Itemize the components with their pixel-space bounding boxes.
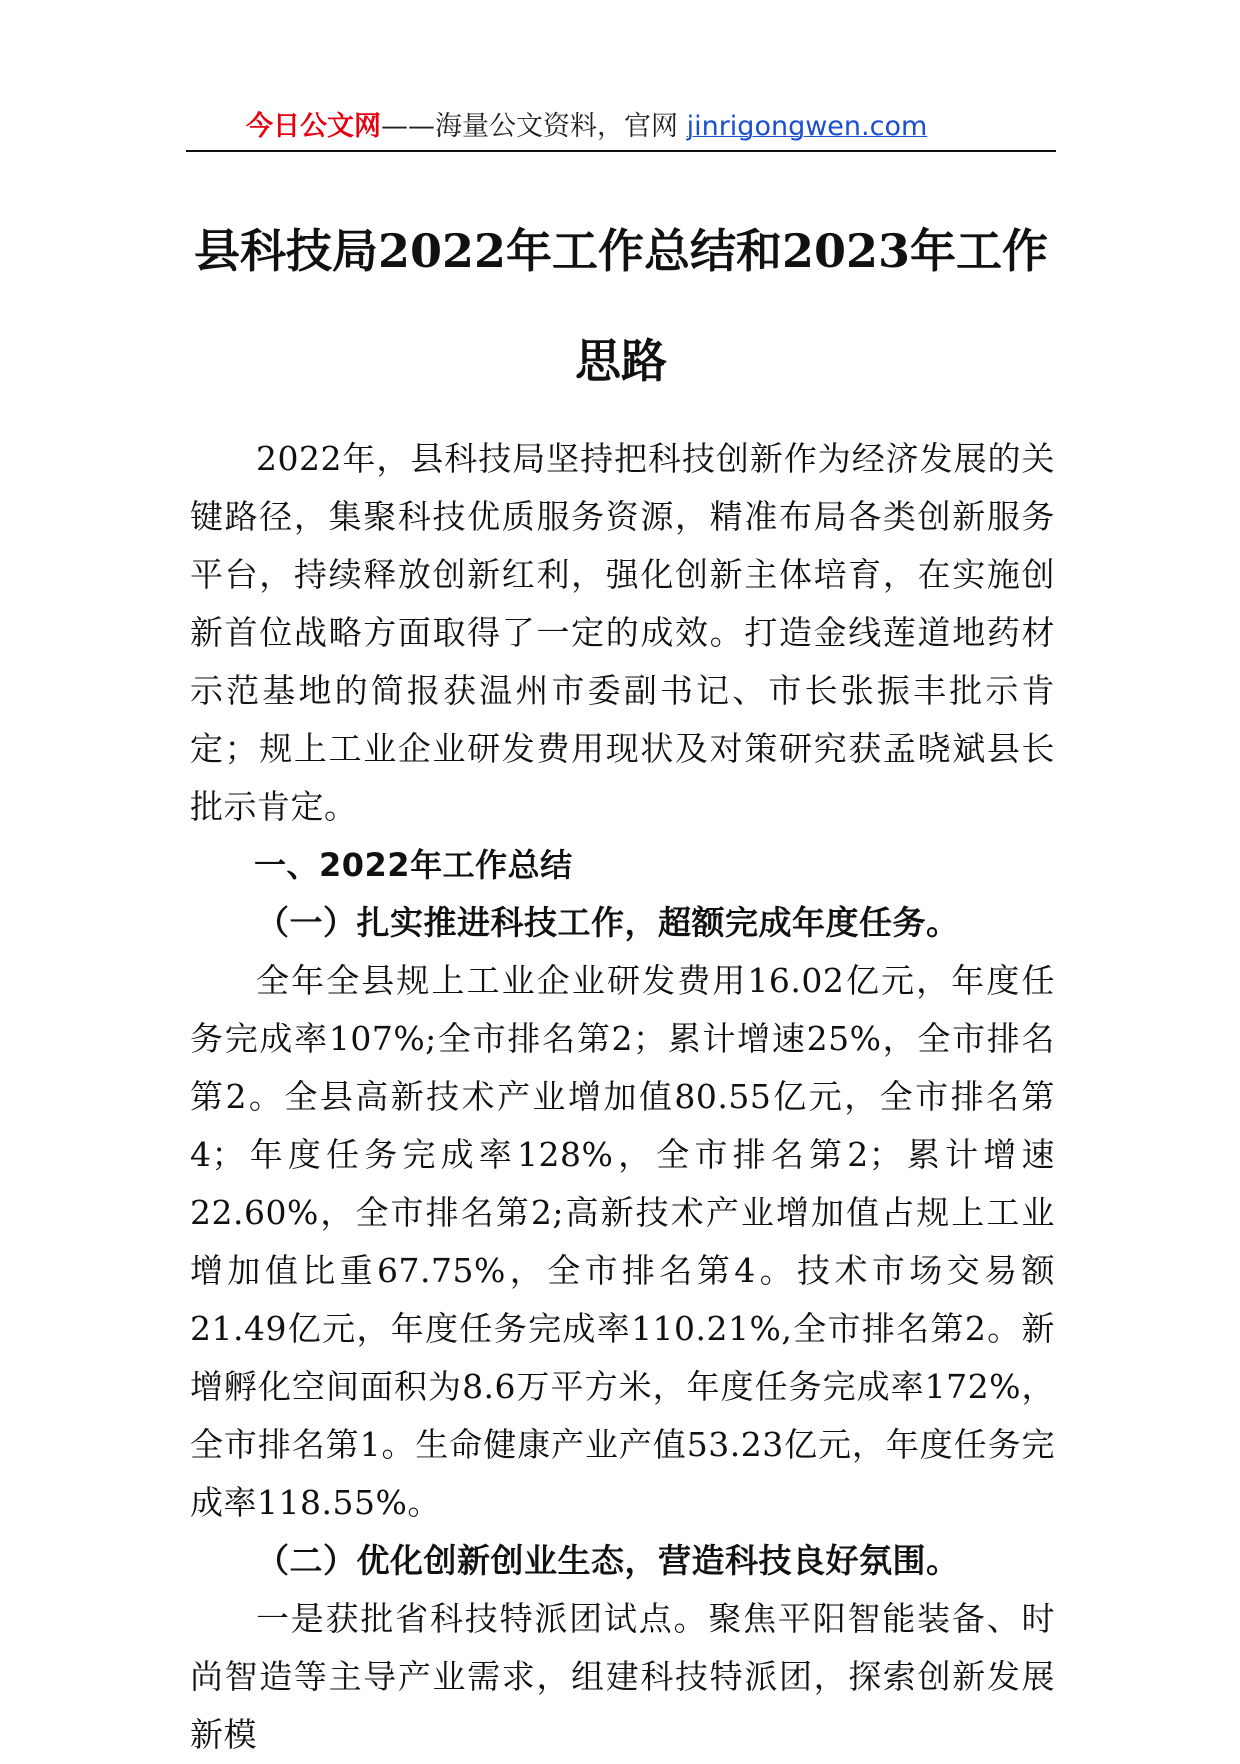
body-paragraph: 一是获批省科技特派团试点。聚焦平阳智能装备、时尚智造等主导产业需求，组建科技特派团，探索创新发展新模 xyxy=(190,1599,1055,1754)
header-tagline: ——海量公文资料，官网 xyxy=(381,111,687,142)
intro-paragraph: 2022年，县科技局坚持把科技创新作为经济发展的关键路径，集聚科技优质服务资源，精准布局各类创新服务平台，持续释放创新红利，强化创新主体培育，在实施创新首位战略方面取得了一定的成效。打造金线莲道地药材示范基地的简报获温州市委副书记、市长张振丰批示肯定；规上工业企业研发费用现状及对策研究获孟晓斌县长批示肯定。 xyxy=(190,439,1055,826)
statistics-paragraph: 全年全县规上工业企业研发费用16.02亿元，年度任务完成率107%;全市排名第2；累计增速25%，全市排名第2。全县高新技术产业增加值80.55亿元，全市排名第4；年度任务完成率128%，全市排名第2；累计增速22.60%，全市排名第2;高新技术产业增加值占规上工业增加值比重67.75%，全市排名第4。技术市场交易额21.49亿元，年度任务完成率110.21%,全市排名第2。新增孵化空间面积为8.6万平方米，年度任务完成率172%，全市排名第1。生命健康产业产值53.23亿元，年度任务完成率118.55%。 xyxy=(190,961,1055,1522)
document-title xyxy=(186,196,1056,416)
subsection-heading: （一）扎实推进科技工作，超额完成年度任务。 xyxy=(256,903,960,942)
document-body xyxy=(190,430,1055,1764)
title-line-1: 县科技局2022年工作总结和2023年工作 xyxy=(193,224,1049,278)
subsection-heading: （二）优化创新创业生态，营造科技良好氛围。 xyxy=(256,1541,960,1580)
brand-name: 今日公文网 xyxy=(246,111,381,142)
section-heading: 一、2022年工作总结 xyxy=(254,846,573,884)
site-header xyxy=(186,104,1056,152)
header-line xyxy=(246,110,927,144)
site-link[interactable]: jinrigongwen.com xyxy=(686,111,928,142)
title-line-2: 思路 xyxy=(575,334,667,388)
